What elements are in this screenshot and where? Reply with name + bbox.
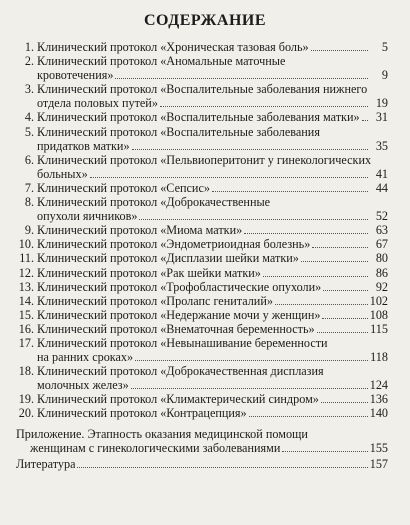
page-number: 86: [375, 265, 388, 280]
entry-number: 6.: [24, 152, 34, 167]
entry-title: Клинический протокол «Эндометриоидная болезнь»: [37, 237, 311, 252]
leader-dots: [321, 402, 368, 403]
page-number: 5: [381, 40, 388, 54]
toc-entry-line: [16, 167, 388, 181]
entry-title: Клинический протокол «Недержание мочи у женщин»: [37, 307, 321, 322]
toc-entry[interactable]: [16, 266, 388, 280]
entry-number: 19.: [18, 392, 34, 407]
toc-entry[interactable]: [16, 251, 388, 265]
entry-title-continuation: отдела половых путей»: [37, 96, 158, 111]
leader-dots: [135, 360, 368, 361]
page-number: 157: [369, 456, 388, 471]
toc-entry-line: [16, 68, 388, 82]
entry-number: 5.: [24, 124, 34, 139]
leader-dots: [317, 332, 368, 333]
entry-title: Клинический протокол «Внематочная беременность»: [37, 321, 315, 336]
toc-entry-line: [16, 96, 388, 110]
toc-entry-line: [16, 378, 388, 392]
toc-entry[interactable]: [16, 195, 388, 223]
entry-title: Приложение. Этапность оказания медицинской помощи: [16, 426, 308, 441]
page-number: 67: [375, 237, 388, 252]
toc-entry[interactable]: [16, 181, 388, 195]
entry-number: 9.: [24, 223, 34, 238]
entry-title-continuation: больных»: [37, 166, 88, 181]
toc-entry[interactable]: [16, 322, 388, 336]
page-number: 63: [375, 223, 388, 238]
toc-entry-line: [16, 195, 388, 209]
toc-entry[interactable]: [16, 125, 388, 153]
toc-entry-line: [16, 139, 388, 153]
entry-title: Клинический протокол «Невынашивание беременности: [37, 335, 328, 350]
page-number: 80: [375, 251, 388, 266]
entry-title: Клинический протокол «Хроническая тазовая боль»: [37, 40, 309, 54]
entry-number: 14.: [18, 293, 34, 308]
page-number: 124: [369, 378, 388, 393]
leader-dots: [249, 416, 368, 417]
page-number: 31: [375, 110, 388, 125]
entry-number: 3.: [24, 82, 34, 97]
leader-dots: [212, 191, 368, 192]
toc-entry-line: [16, 350, 388, 364]
entry-title: Клинический протокол «Воспалительные заболевания нижнего: [37, 82, 368, 97]
page-number: 155: [369, 440, 388, 455]
page-number: 19: [375, 96, 388, 111]
toc-entry-line: [16, 457, 388, 471]
leader-dots: [115, 78, 368, 79]
entry-number: 17.: [18, 335, 34, 350]
page-number: 102: [369, 293, 388, 308]
entry-number: 2.: [24, 54, 34, 69]
toc-entry-line: [16, 181, 388, 195]
page-number: 108: [369, 307, 388, 322]
toc-entry[interactable]: [16, 308, 388, 322]
toc-entry-line: [16, 392, 388, 406]
entry-number: 4.: [24, 110, 34, 125]
page-number: 44: [375, 180, 388, 195]
entry-title: Клинический протокол «Доброкачественные: [37, 195, 271, 210]
entry-title-continuation: женщинам с гинекологическими заболеваниями: [30, 440, 281, 455]
leader-dots: [323, 290, 368, 291]
toc-entry[interactable]: [16, 406, 388, 420]
entry-number: 13.: [18, 279, 34, 294]
leader-dots: [282, 451, 367, 452]
entry-title: Клинический протокол «Аномальные маточные: [37, 54, 286, 69]
toc-entry[interactable]: [16, 336, 388, 364]
leader-dots: [275, 304, 368, 305]
leader-dots: [77, 467, 367, 468]
page-number: 52: [375, 209, 388, 224]
page-number: 115: [370, 321, 388, 336]
entry-number: 12.: [18, 265, 34, 280]
toc-entry[interactable]: [16, 280, 388, 294]
page-number: 92: [375, 279, 388, 294]
toc-entry[interactable]: [16, 110, 388, 124]
entry-title: Литература: [16, 456, 76, 471]
leader-dots: [312, 247, 368, 248]
entry-title: Клинический протокол «Воспалительные заболевания: [37, 124, 320, 139]
toc-entry-line: [16, 280, 388, 294]
leader-dots: [131, 388, 368, 389]
toc-entry[interactable]: [16, 223, 388, 237]
toc-entry[interactable]: [16, 40, 388, 54]
toc-entry-line: [16, 441, 388, 455]
entry-title-continuation: кровотечения»: [37, 68, 114, 83]
toc-entry[interactable]: [16, 54, 388, 82]
entry-number: 11.: [19, 251, 34, 266]
entry-title: Клинический протокол «Дисплазии шейки матки»: [37, 251, 299, 266]
table-of-contents: [16, 40, 388, 471]
entry-title-continuation: опухоли яичников»: [37, 209, 138, 224]
toc-entry[interactable]: [16, 82, 388, 110]
toc-entry-line: [16, 153, 388, 167]
leader-dots: [362, 120, 368, 121]
entry-title: Клинический протокол «Пельвиоперитонит у гинекологических: [37, 152, 372, 167]
entry-title: Клинический протокол «Воспалительные заболевания матки»: [37, 110, 360, 125]
page-number: 9: [381, 68, 388, 83]
entry-title: Клинический протокол «Миома матки»: [37, 223, 243, 238]
toc-entry-line: [16, 54, 388, 68]
spacer: [16, 421, 388, 423]
toc-entry-line: [16, 406, 388, 420]
page-number: 136: [369, 392, 388, 407]
toc-entry-line: [16, 336, 388, 350]
toc-entry[interactable]: [16, 457, 388, 471]
toc-entry-line: [16, 237, 388, 251]
toc-entry-line: [16, 322, 388, 336]
toc-entry[interactable]: [16, 392, 388, 406]
toc-entry-line: [16, 266, 388, 280]
leader-dots: [322, 318, 367, 319]
entry-title: Клинический протокол «Доброкачественная дисплазия: [37, 364, 324, 379]
toc-entry-line: [16, 364, 388, 378]
leader-dots: [301, 261, 368, 262]
page-number: 35: [375, 138, 388, 153]
entry-title: Клинический протокол «Пролапс гениталий»: [37, 293, 273, 308]
toc-entry-line: [16, 308, 388, 322]
entry-title: Клинический протокол «Сепсис»: [37, 180, 210, 195]
toc-entry-line: [16, 82, 388, 96]
leader-dots: [132, 149, 368, 150]
page-number: 41: [375, 166, 388, 181]
toc-entry[interactable]: [16, 237, 388, 251]
toc-entry[interactable]: [16, 153, 388, 181]
toc-entry-line: [16, 209, 388, 223]
entry-title-continuation: на ранних сроках»: [37, 350, 134, 365]
entry-title: Клинический протокол «Контрацепция»: [37, 406, 247, 421]
leader-dots: [160, 106, 368, 107]
page-title: СОДЕРЖАНИЕ: [143, 12, 267, 29]
toc-entry[interactable]: [16, 427, 388, 455]
toc-entry-line: [16, 125, 388, 139]
entry-title: Клинический протокол «Климактерический синдром»: [37, 392, 319, 407]
page-number: 140: [369, 406, 388, 421]
entry-number: 1.: [24, 40, 34, 54]
leader-dots: [263, 276, 368, 277]
entry-title: Клинический протокол «Трофобластические опухоли»: [37, 279, 322, 294]
entry-number: 16.: [18, 321, 34, 336]
toc-entry[interactable]: [16, 294, 388, 308]
toc-entry-line: [16, 110, 388, 124]
toc-entry-line: [16, 40, 388, 54]
toc-entry-line: [16, 223, 388, 237]
leader-dots: [244, 233, 368, 234]
page-number: 118: [370, 350, 388, 365]
entry-title-continuation: придатков матки»: [37, 138, 130, 153]
leader-dots: [90, 177, 368, 178]
entry-title: Клинический протокол «Рак шейки матки»: [37, 265, 261, 280]
entry-number: 20.: [18, 406, 34, 421]
entry-number: 8.: [24, 195, 34, 210]
toc-entry-line: [16, 294, 388, 308]
entry-number: 10.: [18, 237, 34, 252]
leader-dots: [139, 219, 368, 220]
toc-entry-line: [16, 427, 388, 441]
leader-dots: [311, 50, 368, 51]
entry-number: 7.: [24, 180, 34, 195]
toc-entry-line: [16, 251, 388, 265]
entry-number: 15.: [18, 307, 34, 322]
entry-title-continuation: молочных желез»: [37, 378, 129, 393]
toc-entry[interactable]: [16, 364, 388, 392]
entry-number: 18.: [18, 364, 34, 379]
